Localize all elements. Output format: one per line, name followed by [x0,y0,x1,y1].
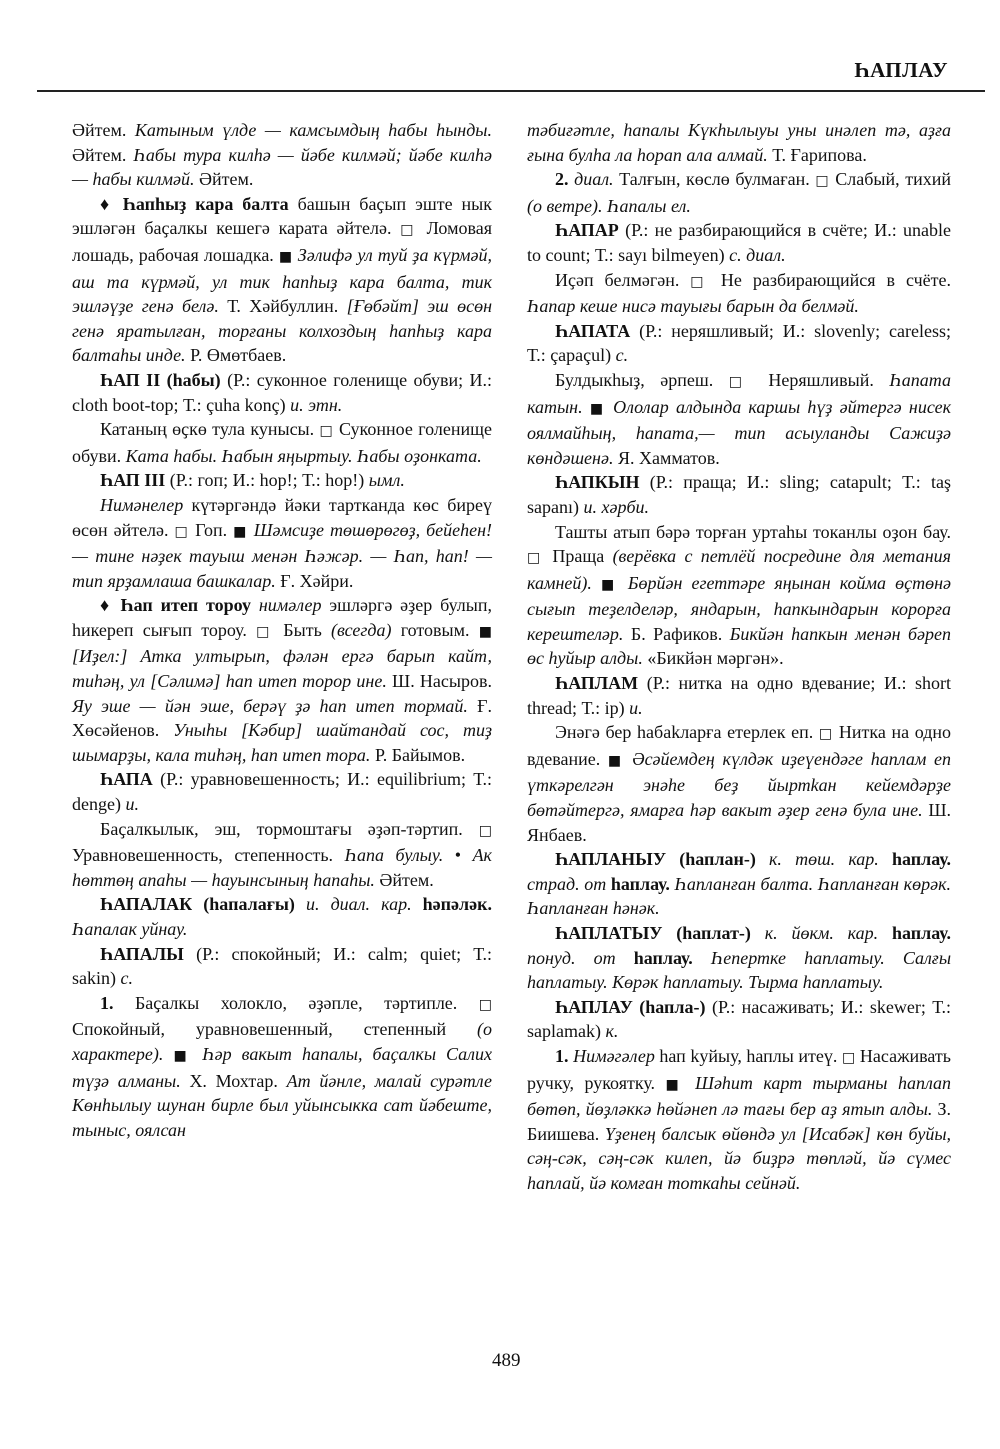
dictionary-paragraph: ҺАП II (һабы) (Р.: суконное голенище обуви; И.: cloth boot-top; Т.: çuha konç) и. этн. [72,369,493,415]
dictionary-paragraph: 1. Баҫалкы холокло, әҙәпле, тәртипле. □ Спокойный, уравновешенный, степенный (о характере). ■ Һәр вакыт һапалы, баҫалкы Салих түҙә алманы. Х. Мохтар. Ат йәнле, малай сурәтле Көнһылыу шунан бирле был уйынсыкка сат йәбеште, тыныс, оялсан [72,992,493,1140]
dictionary-paragraph: Нимәнелер күтәргәндә йәки тартканда көс биреү өсөн әйтелә. □ Гоп. ■ Шәмсиҙе төшөрөгөҙ, бейеһен! — тине нәҙек тауыш менән Һәжәр. — Һап, һап! — тип ярҙамлаша башкалар. Ғ. Хәйри. [72,494,493,591]
right-column [527,118,951,1196]
running-head: ҺАПЛАУ [854,58,948,82]
dictionary-paragraph: Әйтем. Катыным үлде — камсымдың һабы һынды. Әйтем. Һабы тура килһә — йәбе килмәй; йәбе килһә — һабы килмәй. Әйтем. [72,120,492,190]
dictionary-paragraph: ҺАПАЛЫ (Р.: спокойный; И.: calm; quiet; Т.: sakin) с. [72,943,492,989]
dictionary-paragraph: Катаның өҫкө тула кунысы. □ Суконное голенище обуви. Kата һабы. Һабын яңыртыу. Һабы оҙонката. [72,419,492,466]
dictionary-paragraph: ҺАПАТА (Р.: неряшливый; И.: slovenly; careless; Т.: çapaçul) с. [527,320,951,366]
dictionary-paragraph: ҺАПЛАТЫУ (һаплат-) к. йөкм. кар. һаплау. понуд. от һаплау. Һепертке һаплатыу. Салғы һаплатыу. Көрәк һаплатыу. Тырма һаплатыу. [527,923,952,993]
dictionary-paragraph: ♦ Һап итеп тороу нимәлер эшләргә әҙер булып, һикереп сығып тороу. □ Быть (всегда) готовым. ■ [Иҙел:] Атка ултырып, фәлән ергә барып кайт, тиһәң, ул [Сәлимә] һап итеп торор ине. Ш. Насыров. Яу эше — йән эше, берәү ҙә һап итеп тормай. Ғ. Хөсәйенов. Уныһы [Кәбир] шайтандай сос, тиҙ шымарҙы, кала тиһәң, һап итеп тора. Р. Байымов. [72,595,493,765]
dictionary-paragraph: Ташты атып бәрә торған уртаһы токанлы оҙон бау. □ Праща (верёвка с петлёй посредине для метания камней). ■ Бөрйән егеттәре яңынан койма өҫтөнә сығып теҙелделәр, яндарын, һапкындарын корорға керештеләр. Б. Рафиков. Бикйән һапкын менән бәреп өс һуйыр алды. «Бикйән мәргән». [527,521,951,669]
dictionary-paragraph: 2. диал. Талғын, көслө булмаған. □ Слабый, тихий (о ветре). Һапалы ел. [527,169,951,216]
dictionary-paragraph: ҺАПЛАНЫУ (һаплан-) к. төш. кар. һаплау. страд. от һаплау. Һапланған балта. Һапланған көрәк. Һапланған һәнәк. [527,849,952,919]
dictionary-paragraph: ҺАПА (Р.: уравновешенность; И.: equilibrium; Т.: denge) и. [72,769,492,815]
header-rule [37,90,985,92]
dictionary-paragraph: ҺАПАЛАК (һапалағы) и. диал. кар. һәпәләк. Һапалак уйнау. [72,894,492,939]
dictionary-paragraph: ҺАП III (Р.: гоп; И.: hop!; Т.: hop!) ымл. [100,470,405,491]
dictionary-paragraph: ҺАПКЫН (Р.: праща; И.: sling; catapult; Т.: taş sapanı) и. хәрби. [527,472,951,517]
dictionary-paragraph: ҺАПЛАМ (Р.: нитка на одно вдевание; И.: short thread; Т.: ip) и. [527,673,951,718]
dictionary-paragraph: Энәгә бер һабаkларға етерлек еп. □ Нитка на одно вдевание. ■ Әсәйемдең күлдәк иҙеүендәге һаплам еп үткәрелгән энәһе беҙ йыртkан кейемдәрҙе бөтәйтергә, ямарға һәр вакыт әҙер генә була ине. Ш. Янбаев. [527,722,952,845]
page-number: 489 [492,1350,521,1371]
dictionary-paragraph: ♦ Һапһыҙ кара балта башын баҫып эште нык эшләгән баҫалкы кешегә карата әйтелә. □ Ломовая лошадь, рабочая лошадка. ■ Зәлифә ул туй ҙа күрмәй, аш та күрмәй, ул тик һапһыҙ кара балта, тик эшләүҙе генә белә. Т. Хәйбуллин. [Ғөбәйт] эш өсөн генә яратылған, торғаны колхоздың һапһыҙ кара балтаһы инде. Р. Өмөтбаев. [72,193,493,366]
dictionary-paragraph: 1. Нимәгәлер һап kуйыу, һаплы итеү. □ Насаживать ручку, рукоятку. ■ Шәһит карт тырманы һаплап бөтөп, йөҙләккә һөйәнеп лә тағы бер аҙ ятып алды. З. Биишева. Үҙенең балсык өйөндә ул [Исабәк] көн буйы, сәң-сәк, сәң-сәк килеп, йә биҙрә төпләй, йә сүмес һаплай, йә комған тоткаһы сейнәй. [527,1045,952,1193]
left-column [72,118,492,1142]
dictionary-paragraph: ҺАПАР (Р.: не разбирающийся в счёте; И.: unable to count; Т.: sayı bilmeyen) с. диал. [527,220,951,265]
dictionary-paragraph: Булдыкһыҙ, әрпеш. □ Неряшливый. Һапата катын. ■ Ололар алдында каршы һүҙ әйтергә нисек оялмайһың, һапата,— тип асыуланды Сажиҙә көндәшенә. Я. Хамматов. [527,369,952,468]
dictionary-paragraph: Баҫалкылык, эш, тормоштағы әҙәп-тәртип. □ Уравновешенность, степенность. Һапа булыу. • Ак һөттөң апаһы — һауынсының һапаһы. Әйтем. [72,818,492,890]
dictionary-paragraph: тәбиғәтле, һапалы Күкһылыуы уны инәлеп тә, аҙға ғына булһа ла һорап ала алмай. Т. Ғарипова. [527,120,951,165]
dictionary-paragraph: ҺАПЛАУ (һапла-) (Р.: насаживать; И.: skewer; Т.: saplamak) к. [527,996,951,1042]
dictionary-paragraph: Иҫәп белмәгән. □ Не разбирающийся в счёте. Һапар кеше нисә тауығы барын да белмәй. [527,269,951,317]
